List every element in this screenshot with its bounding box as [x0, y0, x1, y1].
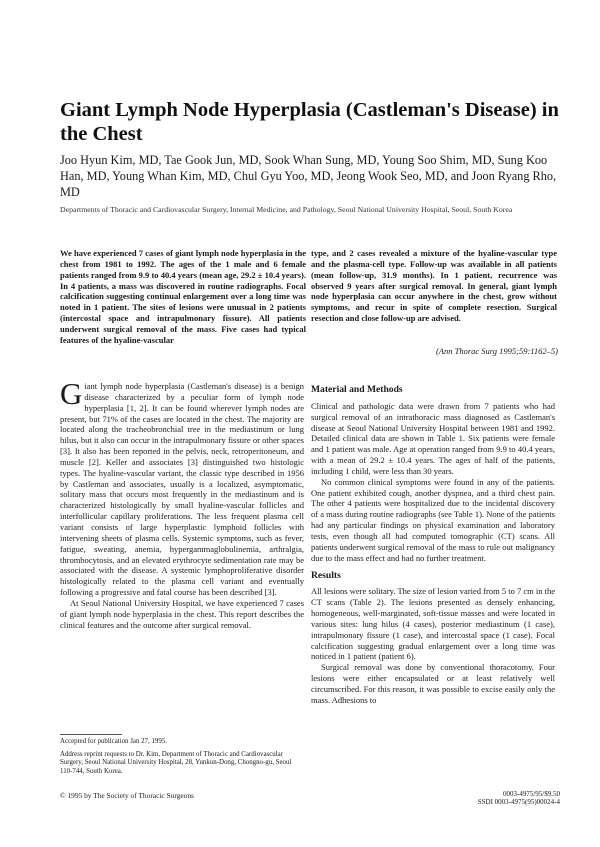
author-list: Joo Hyun Kim, MD, Tae Gook Jun, MD, Sook Whan Sung, MD, Young Soo Shim, MD, Sung Koo Han, MD, Young Whan Kim, MD, Chul Gyu Yoo, MD, Jeong Wook Seo, MD, and Joon Ryang Rho, MD: [60, 153, 557, 199]
intro-paragraph: [60, 376, 304, 598]
body-right-column: [311, 385, 555, 706]
footnote-address: Address reprint requests to Dr. Kim, Department of Thoracic and Cardiovascular Surgery, Seoul National University Hospital, 28, Yunkun-Dong, Chongno-gu, Seoul 110-744, South Korea.: [60, 751, 292, 775]
journal-citation: (Ann Thorac Surg 1995;59:1162–5): [435, 346, 558, 356]
results-paragraph-2: Surgical removal was done by conventional thoracotomy. Four lesions were either encapsulated or at least relatively well circumscribed. For this reason, it was possible to excise easily only the mass. Adhesions to: [311, 662, 555, 705]
footnote-divider: [60, 734, 122, 735]
footnote-accepted: Accepted for publication Jan 27, 1995.: [60, 738, 167, 745]
drop-cap: G: [60, 376, 83, 411]
abstract-right-column: type, and 2 cases revealed a mixture of the hyaline-vascular type and the plasma-cell type. Follow-up was available in all patients (mean follow-up, 31.9 months). In 1 patient, recurrence was observed 9 years after surgical removal. In general, giant lymph node hyperplasia can occur anywhere in the chest, grow without symptoms, and recur in spite of complete resection. Surgical resection and close follow-up are advised.: [311, 248, 557, 324]
methods-paragraph-1: Clinical and pathologic data were drawn from 7 patients who had surgical removal of an intrathoracic mass diagnosed as Castleman's disease at Seoul National University Hospital between 1981 and 1992. Detailed clinical data are shown in Table 1. Six patients were female and 1 patient was male. Age at operation ranged from 9.9 to 40.4 years, with a mean of 29.2 ± 10.4 years. The ages of half of the patients, including 1 child, were less than 30 years.: [311, 400, 555, 476]
ssdi-code: SSDI 0003-4975(95)00024-4: [477, 798, 560, 807]
results-paragraph-1: All lesions were solitary. The size of lesion varied from 5 to 7 cm in the CT scans (Table 2). The lesions presented as densely enhancing, homogeneous, well-marginated, soft-tissue masses and were located in various sites: lung hilus (4 cases), posterior mediastinum (1 case), intrapulmonary fissure (1 case), and intercostal space (1 case). Focal calcification suggesting gradual enlargement over a long time was noticed in 1 patient (patient 6).: [311, 586, 555, 662]
abstract-left-column: We have experienced 7 cases of giant lymph node hyperplasia in the chest from 1981 to 1992. The ages of the 1 male and 6 female patients ranged from 9.9 to 40.4 years (mean age, 29.2 ± 10.4 years). In 4 patients, a mass was discovered in routine radiographs. Focal calcification suggesting continual enlargement over a long time was noted in 1 patient. The sites of lesions were unusual in 2 patients (intercostal space and intrapulmonary fissure). All patients underwent surgical removal of the mass. Five cases had typical features of the hyaline-vascular: [60, 248, 306, 345]
results-heading: Results: [311, 569, 341, 581]
intro-paragraph-2: At Seoul National University Hospital, we have experienced 7 cases of giant lymph node hyperplasia in the chest. This report describes the clinical features and the outcome after surgical removal.: [60, 597, 304, 630]
issn-code: 0003-4975/95/$9.50: [503, 790, 560, 798]
copyright-line: © 1995 by The Society of Thoracic Surgeons: [60, 791, 194, 800]
methods-heading: Material and Methods: [311, 384, 403, 395]
intro-paragraph-text: iant lymph node hyperplasia (Castleman's disease) is a benign disease characterized by a peculiar form of lymph node hyperplasia [1, 2]. It can be found wherever lymph nodes are present, but 71% of the cases are located in the chest. The majority are located along the tracheobronchial tree in the mediastinum or lung hilus, but it also can occur in the intrapulmonary fissure or other spaces [3]. It also has been reported in the pelvis, neck, retroperitoneum, and muscle [2]. Keller and associates [3] distinguished two histologic types. The hyaline-vascular variant, the classic type described in 1956 by Castleman and associates, usually is a localized, asymptomatic, solitary mass that occurs most frequently in the mediastinum and is characterized histologically by small hyaline-vascular follicles and interfollicular capillary proliferations. The less frequent plasma cell variant consists of large hyperplastic lymphoid follicles with intervening sheets of plasma cells. Systemic symptoms, such as fever, fatigue, sweating, anemia, hypergammaglobulinemia, arthralgia, thrombocytosis, and an elevated erythrocyte sedimentation rate may be associated with the disease. A systemic lymphoproliferative disorder histologically related to the plasma cell variant and eventually following a progressive and fatal course has been described [3].: [60, 381, 304, 598]
publisher-codes: [460, 790, 560, 807]
methods-paragraph-2: No common clinical symptoms were found in any of the patients. One patient exhibited cough, another dyspnea, and a third chest pain. The other 4 patients were hospitalized due to the incidental discovery of a mass during routine radiographs (see Table 1). None of the patients had any particular findings on physical examination and laboratory tests, even though all had computed tomographic (CT) scans. All patients underwent surgical removal of the mass to rule out malignancy due to the mass effect and had no further treatment.: [311, 476, 555, 563]
article-title: Giant Lymph Node Hyperplasia (Castleman's Disease) in the Chest: [60, 99, 559, 145]
body-left-column: [60, 376, 304, 630]
affiliation: Departments of Thoracic and Cardiovascular Surgery, Internal Medicine, and Pathology, Seoul National University Hospital, Seoul, South Korea: [60, 205, 513, 214]
